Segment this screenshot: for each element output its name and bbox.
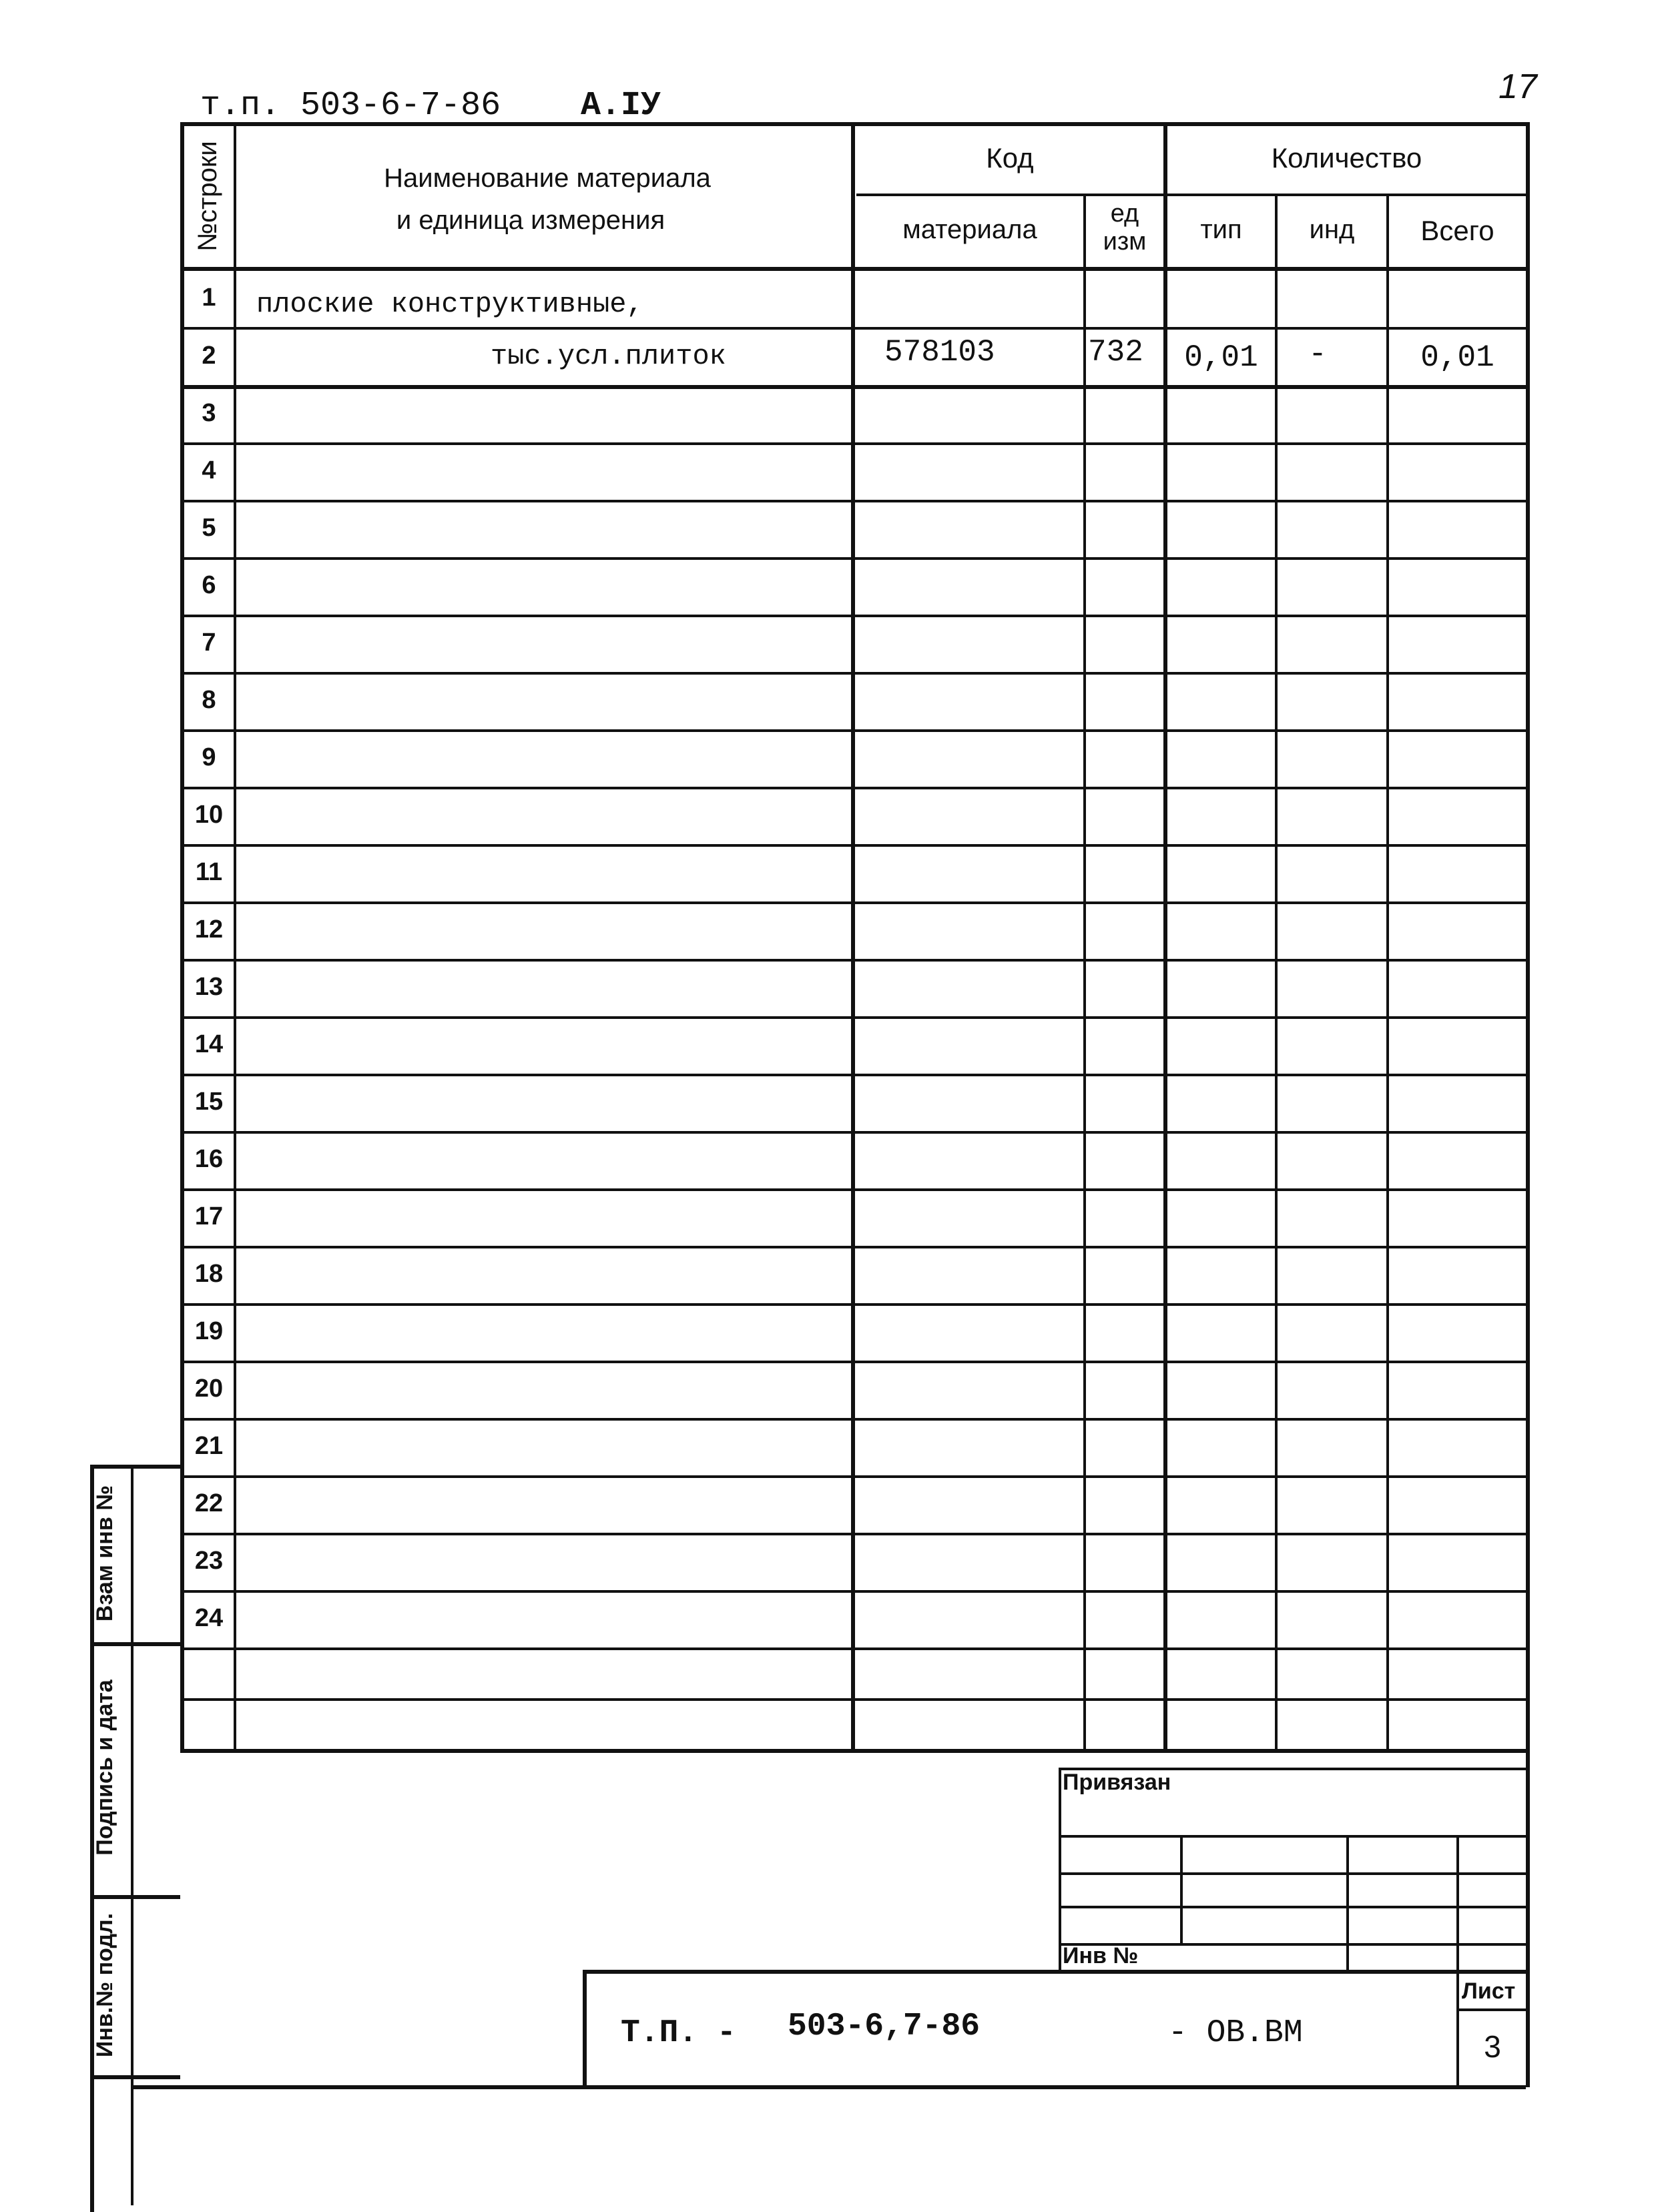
material-name-header-line2: и единица измерения [396, 206, 665, 235]
row2-quantity-ind: - [1308, 337, 1327, 372]
sheet-label: Лист [1462, 1978, 1516, 2004]
drawing-code-prefix: Т.П. - [621, 2015, 736, 2051]
row-number: 9 [202, 743, 216, 771]
row-number: 22 [194, 1489, 224, 1517]
replacement-inventory-label: Взам инв № [92, 1485, 117, 1622]
page-number: 17 [1498, 67, 1537, 106]
row-number: 11 [195, 858, 223, 886]
row-number: 6 [202, 571, 216, 599]
row-number: 3 [202, 399, 216, 427]
quantity-total-header: Всего [1420, 215, 1494, 246]
quantity-type-header: тип [1200, 215, 1242, 244]
row-number: 1 [202, 284, 216, 312]
linked-label: Привязан [1063, 1770, 1171, 1795]
row2-quantity-type: 0,01 [1184, 340, 1258, 375]
sheet-number: 3 [1484, 2029, 1501, 2064]
original-inventory-label: Инв.№ подл. [92, 1912, 117, 2058]
code-unit-header-line2: изм [1103, 228, 1147, 256]
row-number: 13 [194, 973, 224, 1001]
row-number: 5 [202, 514, 216, 542]
row-number: 16 [194, 1145, 224, 1173]
row-number: 10 [194, 801, 224, 829]
row2-material-code: 578103 [884, 335, 995, 370]
row-number: 19 [194, 1317, 224, 1345]
row-number: 7 [202, 629, 216, 657]
row-number: 4 [202, 456, 216, 484]
code-unit-header-line1: ед [1110, 200, 1139, 228]
drawing-code-suffix: - ОВ.ВМ [1168, 2015, 1303, 2051]
code-material-header: материала [902, 215, 1037, 244]
drawing-code-main: 503-6,7-86 [788, 2008, 981, 2045]
quantity-ind-header: инд [1309, 215, 1355, 244]
row-number: 20 [194, 1375, 224, 1403]
inventory-number-label: Инв № [1063, 1943, 1139, 1968]
row1-material-name: плоские конструктивные, [256, 288, 643, 320]
row-number: 17 [194, 1202, 224, 1230]
signature-date-label: Подпись и дата [92, 1680, 117, 1856]
row-number-header: №строки [193, 141, 222, 252]
quantity-header: Количество [1271, 142, 1422, 173]
row-number: 21 [194, 1432, 224, 1460]
album-number: А.IУ [581, 87, 661, 125]
row-number: 12 [194, 915, 224, 944]
row2-unit-code: 732 [1088, 335, 1143, 370]
row-number: 24 [194, 1604, 224, 1632]
material-name-header-line1: Наименование материала [384, 163, 711, 193]
row-number: 8 [202, 686, 216, 714]
row2-material-unit: тыс.усл.плиток [491, 340, 726, 372]
row-number: 2 [202, 342, 216, 370]
row-number: 14 [194, 1030, 224, 1058]
row-number: 18 [194, 1260, 224, 1288]
row2-quantity-total: 0,01 [1420, 340, 1494, 375]
row-number: 15 [194, 1088, 224, 1116]
row-number: 23 [194, 1547, 224, 1575]
code-header: Код [986, 142, 1034, 173]
document-reference: т.п. 503-6-7-86 [200, 87, 501, 125]
